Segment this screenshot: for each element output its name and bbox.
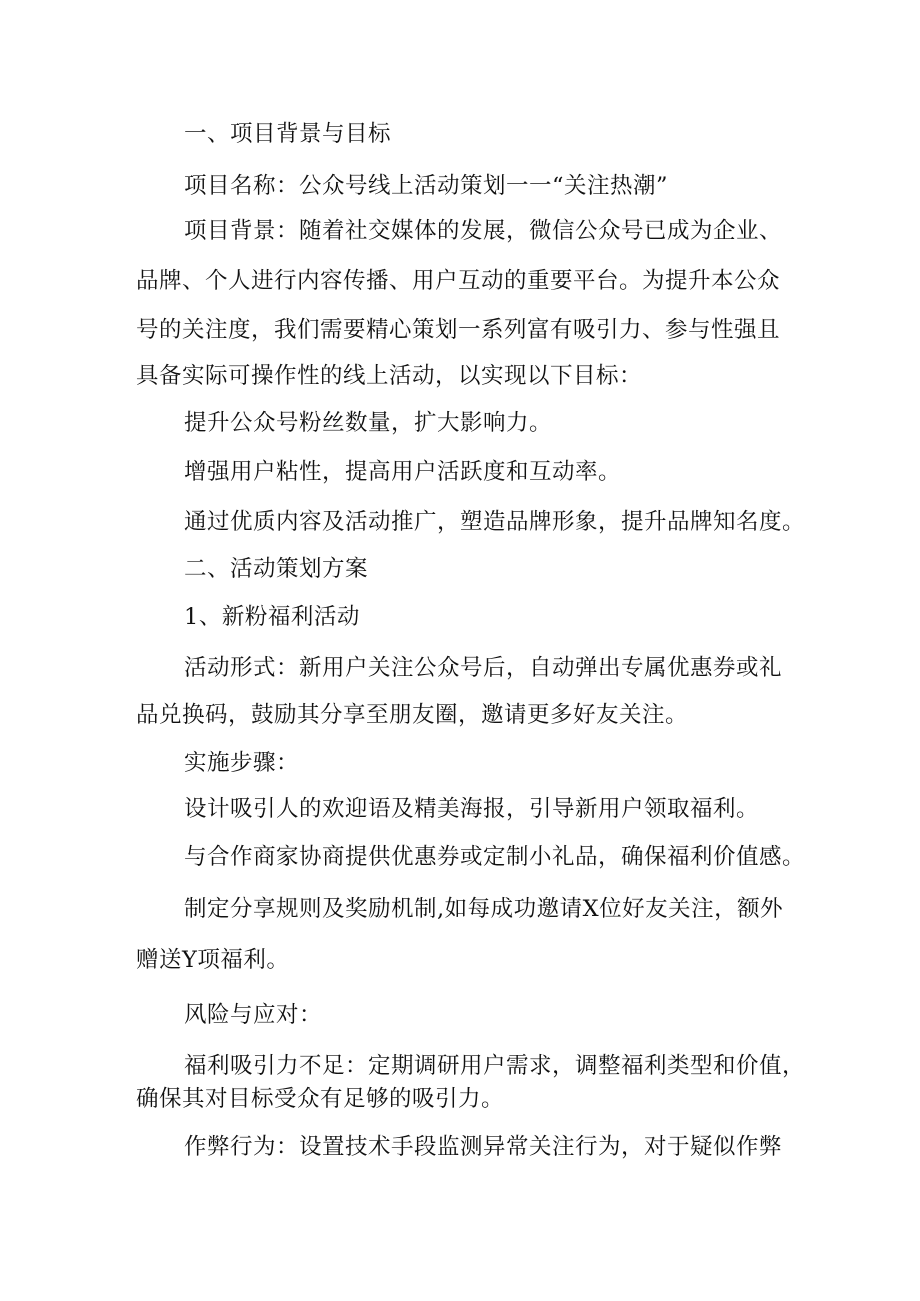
background-line-2: 品牌、个人进行内容传播、用户互动的重要平台。为提升本公众 [136,268,781,294]
section-heading-2: 二、活动策划方案 [184,556,369,582]
risk-item-2-line-1: 作弊行为：设置技术手段监测异常关注行为，对于疑似作弊 [184,1134,783,1160]
background-line-3: 号的关注度，我们需要精心策划一系列富有吸引力、参与性强且 [136,317,781,343]
goal-item-2: 增强用户粘性，提高用户活跃度和互动率。 [184,459,622,485]
risk-item-1-line-1: 福利吸引力不足：定期调研用户需求，调整福利类型和价值， [184,1053,806,1079]
activity-form-line-2: 品兑换码，鼓励其分享至朋友圈，邀请更多好友关注。 [136,702,689,728]
steps-heading: 实施步骤： [184,750,300,776]
step-item-3-line-2: 赠送Y项福利。 [136,947,290,973]
step-item-1: 设计吸引人的欢迎语及精美海报，引导新用户领取福利。 [184,796,760,822]
subsection-heading-1: 1、新粉福利活动 [184,604,360,630]
goal-item-1: 提升公众号粉丝数量，扩大影响力。 [184,410,553,436]
step-item-3-line-1: 制定分享规则及奖励机制,如每成功邀请X位好友关注，额外 [184,896,784,922]
background-line-1: 项目背景：随着社交媒体的发展，微信公众号已成为企业、 [184,218,783,244]
project-name-line: 项目名称：公众号线上活动策划一一“关注热潮” [184,173,669,199]
section-heading-1: 一、项目背景与目标 [184,121,392,147]
goal-item-3: 通过优质内容及活动推广，塑造品牌形象，提升品牌知名度。 [184,509,806,535]
risk-item-1-line-2: 确保其对目标受众有足够的吸引力。 [136,1086,505,1112]
step-item-2: 与合作商家协商提供优惠券或定制小礼品，确保福利价值感。 [184,844,806,870]
risk-heading: 风险与应对： [184,1002,323,1028]
background-line-4: 具备实际可操作性的线上活动，以实现以下目标： [136,363,643,389]
activity-form-line-1: 活动形式：新用户关注公众号后，自动弹出专属优惠券或礼 [184,655,783,681]
